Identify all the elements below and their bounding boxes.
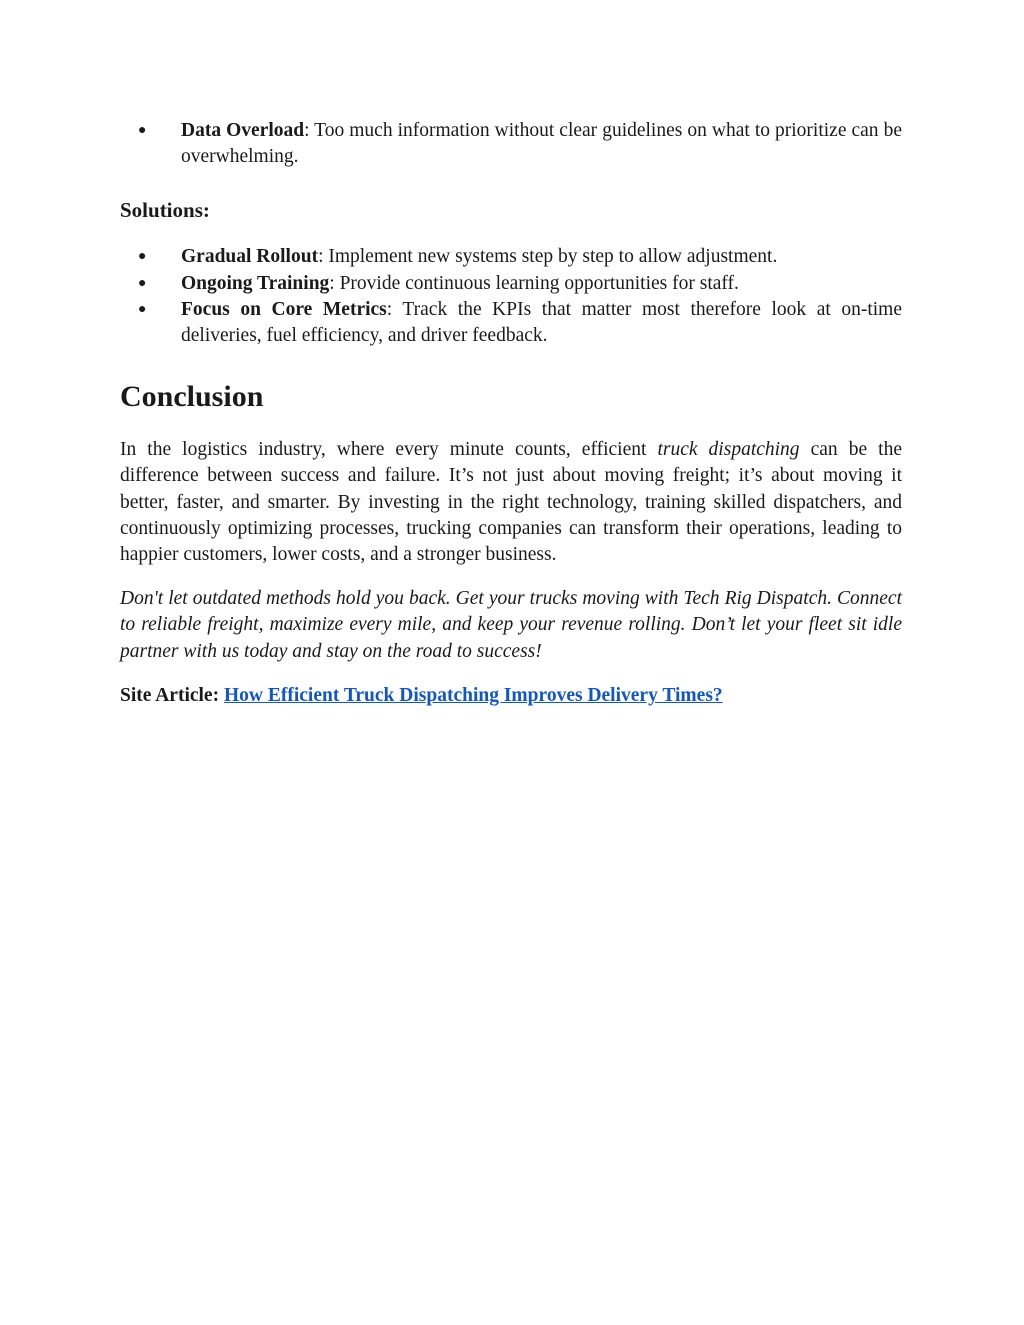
call-to-action-paragraph: Don't let outdated methods hold you back. Get your trucks moving with Tech Rig Dispatch. Connect to reliable freight, maximize every mile, and keep your revenue rolling. Don’t let your fleet sit idle partner with us today and stay on the road to success! <box>120 588 902 662</box>
list-item-text: : Implement new systems step by step to allow adjustment. <box>318 246 778 268</box>
site-article-label: Site Article: <box>120 684 220 706</box>
list-item-term: Data Overload <box>181 120 305 141</box>
list-item-term: Ongoing Training <box>181 272 330 294</box>
solutions-list <box>120 244 902 349</box>
bullet-icon: ● <box>138 249 147 265</box>
site-article-link[interactable]: How Efficient Truck Dispatching Improves Delivery Times? <box>223 684 723 706</box>
challenge-list <box>120 118 902 170</box>
list-item-term: Focus on Core Metrics <box>181 298 387 320</box>
list-item-term: Gradual Rollout <box>181 246 319 268</box>
list-item <box>120 297 902 349</box>
bullet-icon: ● <box>138 301 147 317</box>
list-item-text: : Too much information without clear guidelines on what to prioritize can be overwhelming. <box>181 120 902 168</box>
conclusion-paragraph <box>120 437 902 568</box>
document-page <box>120 118 902 727</box>
list-item-text: : Track the KPIs that matter most therefore look at on-time deliveries, fuel efficiency, and driver feedback. <box>181 298 902 347</box>
conclusion-emphasis: truck dispatching <box>657 439 800 461</box>
bullet-icon: ● <box>138 123 147 138</box>
conclusion-text-end: can be the difference between success and failure. It’s not just about moving freight; it’s about moving it better, faster, and smarter. By investing in the right technology, training skilled dispatchers, and continuously optimizing processes, trucking companies can transform their operations, leading to happier customers, lower costs, and a stronger business. <box>120 439 902 566</box>
list-item <box>120 244 902 270</box>
bullet-icon: ● <box>138 275 147 291</box>
conclusion-heading: Conclusion <box>120 380 264 414</box>
conclusion-text-start: In the logistics industry, where every minute counts, efficient <box>120 439 658 461</box>
solutions-heading: Solutions: <box>120 198 210 223</box>
list-item <box>120 118 902 170</box>
list-item <box>120 271 902 297</box>
list-item-text: : Provide continuous learning opportunities for staff. <box>329 272 739 294</box>
site-article-line <box>120 683 902 709</box>
